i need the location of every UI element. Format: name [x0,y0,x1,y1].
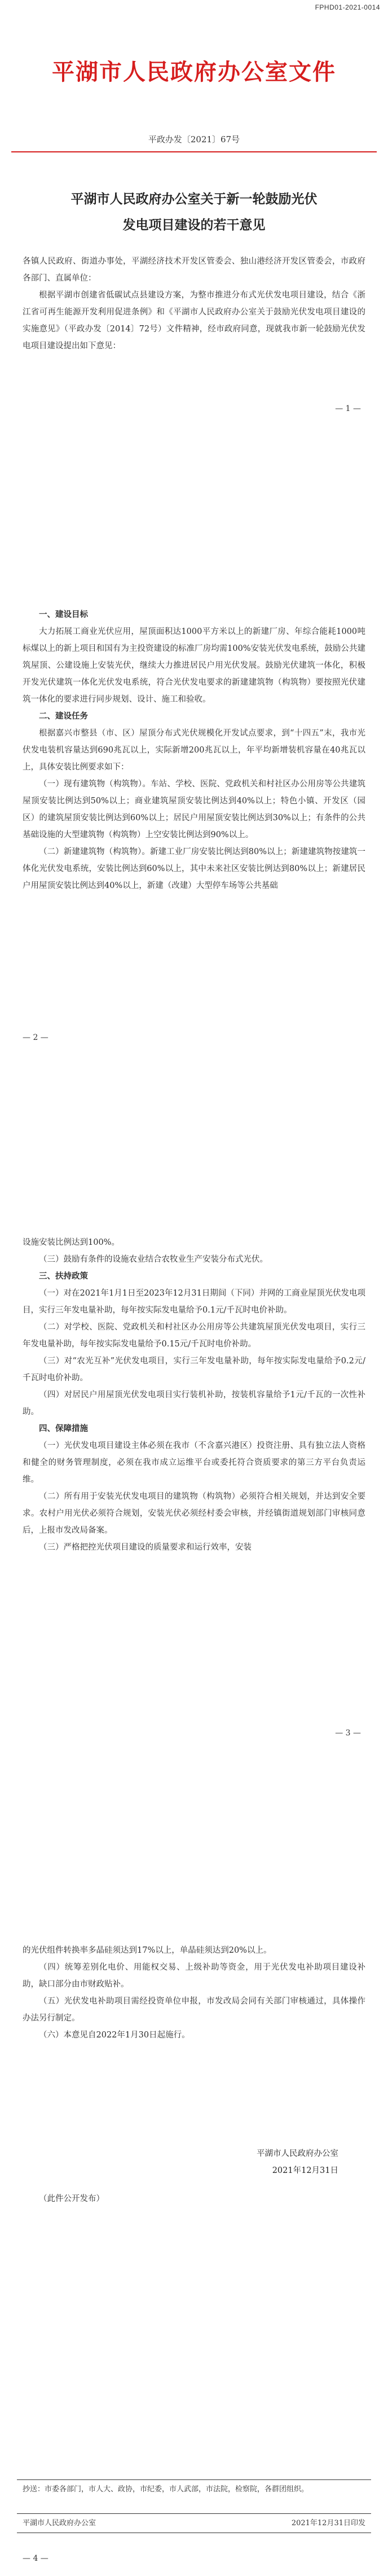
document-title-line-1: 平湖市人民政府办公室关于新一轮鼓励光伏 [70,191,318,207]
document-title [23,186,365,238]
page-number-1: — 1 — [335,404,361,413]
issue-date: 2021年12月31日印发 [291,2519,365,2527]
paragraph-safeguard-3: （三）严格把控光伏项目建设的质量要求和运行效率，安装 [39,1543,252,1552]
red-divider-line [11,151,377,152]
paragraph-policy-1: （一）对在2021年1月1日至2023年12月31日期间（下同）并网的工商业屋顶光伏发电项目，实行三年发电量补助，每年按实际发电量给予0.1元/千瓦时电价补助。 [23,1289,365,1315]
paragraph-policy-2: （二）对学校、医院、党政机关和村社区办公用房等公共建筑屋顶光伏发电项目，实行三年发电量补助，每年按实际发电量给予0.15元/千瓦时电价补助。 [23,1323,365,1349]
paragraph-safeguard-2: （二）所有用于安装光伏发电项目的建筑物（构筑物）必须符合相关规划，并达到安全要求。农村户用光伏必须符合规划，安装光伏必须经村委会审核，并经镇街道规划部门审核同意后，上报市发改局备案。 [23,1492,365,1535]
paragraph-policy-4: （四）对居民户用屋顶光伏发电项目实行装机补助，按装机容量给予1元/千瓦的一次性补助。 [23,1390,365,1416]
publication-note-block [23,2190,365,2207]
paragraph-module-efficiency: 的光伏组件转换率多晶硅须达到17%以上，单晶硅须达到20%以上。 [23,1946,272,1955]
page-number-4: — 4 — [23,2554,48,2563]
issue-row [23,2517,365,2530]
page-1-body [23,253,365,355]
section-heading-safeguards: 四、保障措施 [39,1424,88,1433]
red-header-title: 平湖市人民政府办公室文件 [52,59,336,85]
paragraph-existing-buildings: （一）现有建筑物（构筑物）。车站、学校、医院、党政机关和村社区办公用房等公共建筑屋顶安装比例达到50%以上；商业建筑屋顶安装比例达到40%以上；特色小镇、开发区（园区）的建筑屋顶安装比例达到60%以上；居民户用屋顶安装比例达到30%以上；有条件的公共基础设施的大型建筑物（构筑物）上空安装比例达到90%以上。 [23,780,365,839]
document-id: FPHD01-2021-0014 [315,3,380,11]
section-heading-goal: 一、建设目标 [39,610,88,619]
paragraph-policy-3: （三）对“农光互补”光伏发电项目，实行三年发电量补助，每年按实际发电量给予0.2元/千瓦时电价补助。 [23,1357,365,1383]
page-number-2: — 2 — [23,1033,48,1042]
salutation-paragraph: 各镇人民政府、街道办事处，平湖经济技术开发区管委会、独山港经济开发区管委会，市政府各部门、直属单位： [23,257,365,283]
page-3-body [23,1234,365,1556]
page-4-body [23,1942,365,2044]
footer-top-rule [17,2479,371,2480]
signature-block [23,2145,338,2179]
page-2-body [23,606,365,894]
page-number-3: — 3 — [335,1729,361,1738]
paragraph-tasks: 根据嘉兴市整县（市、区）屋顶分布式光伏规模化开发试点要求，到“十四五”末，我市光伏发电装机容量达到690兆瓦以上，实际新增200兆瓦以上，年平均新增装机容量在40兆瓦以上，具体安装比例要求如下： [23,729,365,772]
document-number: 平政办发〔2021〕67号 [148,134,240,145]
intro-paragraph: 根据平湖市创建省低碳试点县建设方案，为整市推进分布式光伏发电项目建设，结合《浙江省可再生能源开发利用促进条例》和《平湖市人民政府办公室关于鼓励光伏发电项目建设的实施意见》（平政办发〔2014〕72号）文件精神，经市政府同意，现就我市新一轮鼓励光伏发电项目建设提出如下意见： [23,291,365,351]
section-heading-tasks: 二、建设任务 [39,711,88,721]
paragraph-continuation: 设施安装比例达到100%。 [23,1238,120,1247]
paragraph-goal: 大力拓展工商业光伏应用，屋顶面积达1000平方米以上的新建厂房、年综合能耗1000吨标煤以上的新上项目和国有为主投资建设的标准厂房均需100%安装光伏发电系统，鼓励公共建筑屋顶、公建设施上安装光伏，继续大力推进居民户用光伏发展。鼓励光伏建筑一体化，积极开发光伏建筑一体化光伏发电系统，符合光伏发电要求的新建建筑物（构筑物）要按照光伏建筑一体化的要求进行同步规划、设计、施工和验收。 [23,627,365,704]
signature-org: 平湖市人民政府办公室 [257,2149,338,2158]
paragraph-funding: （四）统筹差别化电价、用能权交易、上级补助等资金，用于光伏发电补助项目建设补助，缺口部分由市财政贴补。 [23,1963,365,1989]
paragraph-agriculture: （三）鼓励有条件的设施农业结合农牧业生产安装分布式光伏。 [39,1255,268,1264]
paragraph-safeguard-1: （一）光伏发电项目建设主体必须在我市（不含嘉兴港区）投资注册、具有独立法人资格和健全的财务管理制度，必须在我市成立运维平台或委托符合资质要求的第三方平台负责运维。 [23,1441,365,1484]
document-title-line-2: 发电项目建设的若干意见 [122,217,266,233]
issuer: 平湖市人民政府办公室 [23,2519,96,2527]
paragraph-application: （五）光伏发电补助项目需经投资单位申报，市发改局会同有关部门审核通过，具体操作办法另行制定。 [23,1997,365,2023]
cc-list: 抄送：市委各部门，市人大、政协，市纪委，市人武部，市法院，检察院，各群团组织。 [23,2485,309,2494]
signature-date: 2021年12月31日 [272,2166,338,2175]
section-heading-policy: 三、扶持政策 [39,1271,88,1281]
footer-middle-rule [17,2513,371,2514]
paragraph-new-buildings: （二）新建建筑物（构筑物）。新建工业厂房安装比例达到80%以上；新建建筑物按建筑一体化光伏发电系统，安装比例达到60%以上，其中未来社区安装比例达到80%以上；新建居民户用屋顶安装比例达到40%以上，新建（改建）大型停车场等公共基础 [23,847,365,890]
publication-note: （此件公开发布） [39,2194,104,2203]
paragraph-effective-date: （六）本意见自2022年1月30日起施行。 [39,2031,190,2040]
